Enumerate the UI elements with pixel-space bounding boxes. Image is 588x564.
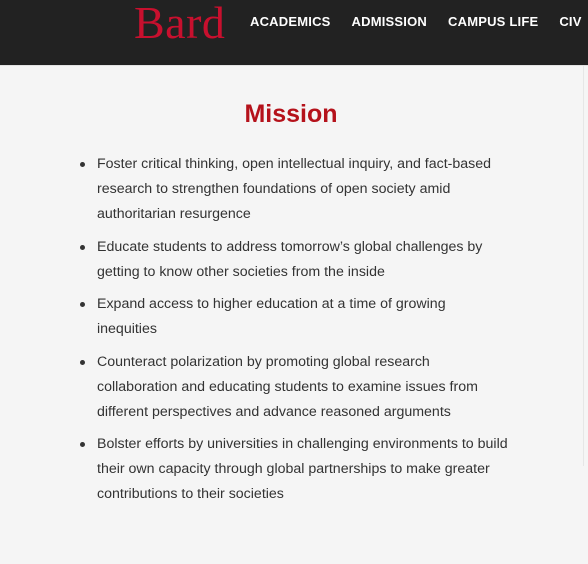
- bullet-icon: [80, 302, 85, 307]
- sidebar-rule: [583, 66, 584, 466]
- list-item-text: Bolster efforts by universities in challenging environments to build their own capacity through global partnerships to make greater contributions to their societies: [97, 436, 508, 502]
- main-nav: [250, 14, 588, 30]
- nav-admission[interactable]: ADMISSION: [351, 14, 428, 29]
- nav-campus-life[interactable]: CAMPUS LIFE: [448, 14, 539, 29]
- list-item: [78, 235, 508, 285]
- header-divider: [0, 65, 588, 66]
- list-item: [78, 292, 508, 342]
- list-item-text: Educate students to address tomorrow’s global challenges by getting to know other societies from the inside: [97, 238, 483, 280]
- list-item-text: Counteract polarization by promoting global research collaboration and educating students to examine issues from different perspectives and advance reasoned arguments: [97, 353, 478, 420]
- list-item: [78, 432, 508, 507]
- nav-civ-truncated[interactable]: CIV: [559, 14, 582, 29]
- mission-list: [78, 152, 508, 515]
- site-header: [0, 0, 588, 65]
- list-item-text: Foster critical thinking, open intellectual inquiry, and fact-based research to strengthen foundations of open society amid authoritarian resurgence: [97, 156, 492, 222]
- bard-logo[interactable]: Bard: [134, 0, 226, 48]
- page-title: Mission: [244, 100, 338, 128]
- bullet-icon: [80, 245, 85, 250]
- list-item: [78, 152, 508, 227]
- list-item: [78, 350, 508, 425]
- bullet-icon: [80, 442, 85, 447]
- bullet-icon: [80, 162, 85, 167]
- list-item-text: Expand access to higher education at a time of growing inequities: [97, 296, 446, 337]
- bullet-icon: [80, 360, 85, 365]
- nav-academics[interactable]: ACADEMICS: [250, 14, 331, 29]
